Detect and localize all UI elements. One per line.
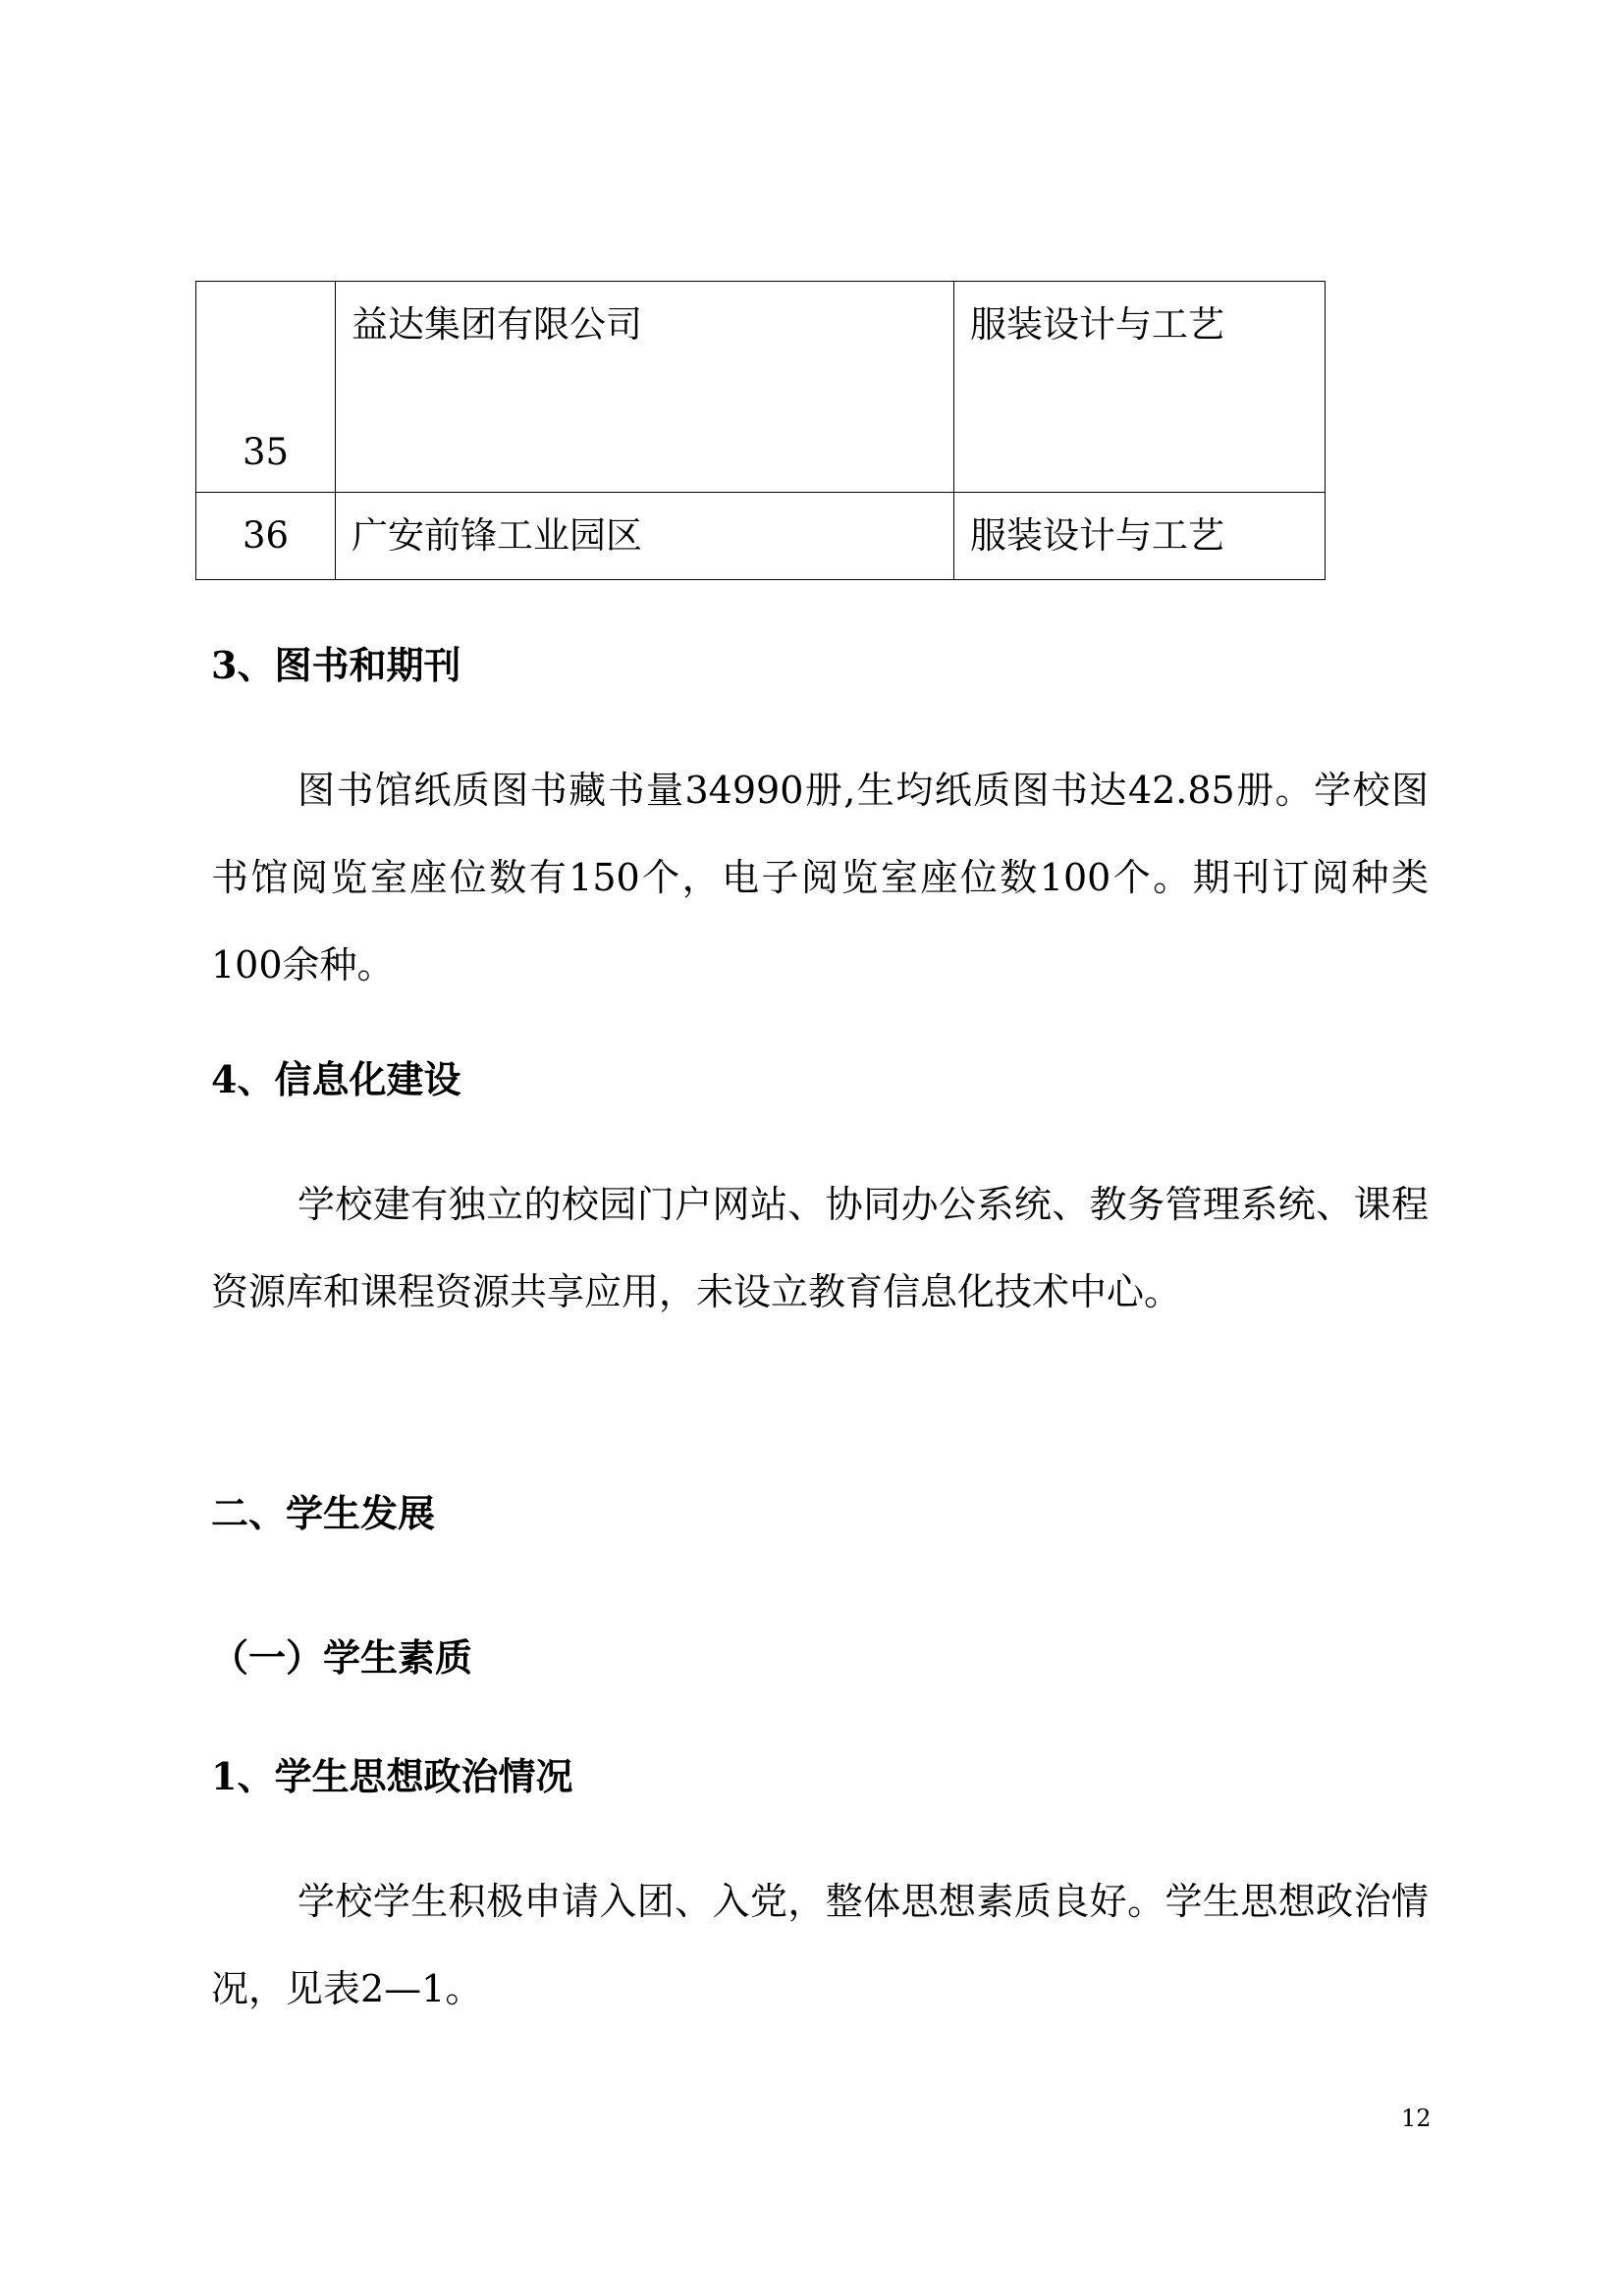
politics-text: 学校学生积极申请入团、入党，整体思想素质良好。学生思想政治情况，见表2—1。 bbox=[211, 1880, 1429, 2010]
major-name: 服装设计与工艺 bbox=[954, 282, 1326, 493]
it-paragraph bbox=[211, 1161, 1429, 1336]
it-heading: 4、信息化建设 bbox=[211, 1057, 461, 1101]
books-paragraph bbox=[211, 747, 1429, 1009]
company-name: 广安前锋工业园区 bbox=[336, 493, 954, 580]
it-text: 学校建有独立的校园门户网站、协同办公系统、教务管理系统、课程资源库和课程资源共享应用，未设立教育信息化技术中心。 bbox=[211, 1183, 1429, 1313]
major-name: 服装设计与工艺 bbox=[954, 493, 1326, 580]
politics-paragraph bbox=[211, 1858, 1429, 2033]
books-heading: 3、图书和期刊 bbox=[211, 643, 461, 687]
chapter-heading: 二、学生发展 bbox=[211, 1491, 436, 1535]
politics-heading: 1、学生思想政治情况 bbox=[211, 1754, 573, 1798]
cooperation-table bbox=[195, 281, 1326, 580]
company-name: 益达集团有限公司 bbox=[336, 282, 954, 493]
table-row bbox=[196, 282, 1326, 493]
row-number: 35 bbox=[196, 282, 336, 493]
subchapter-heading: （一）学生素质 bbox=[211, 1635, 473, 1680]
books-text: 图书馆纸质图书藏书量34990册,生均纸质图书达42.85册。学校图书馆阅览室座位数有150个，电子阅览室座位数100个。期刊订阅种类100余种。 bbox=[211, 769, 1429, 987]
row-number: 36 bbox=[196, 493, 336, 580]
table-row bbox=[196, 493, 1326, 580]
page-number: 12 bbox=[1401, 2105, 1432, 2132]
